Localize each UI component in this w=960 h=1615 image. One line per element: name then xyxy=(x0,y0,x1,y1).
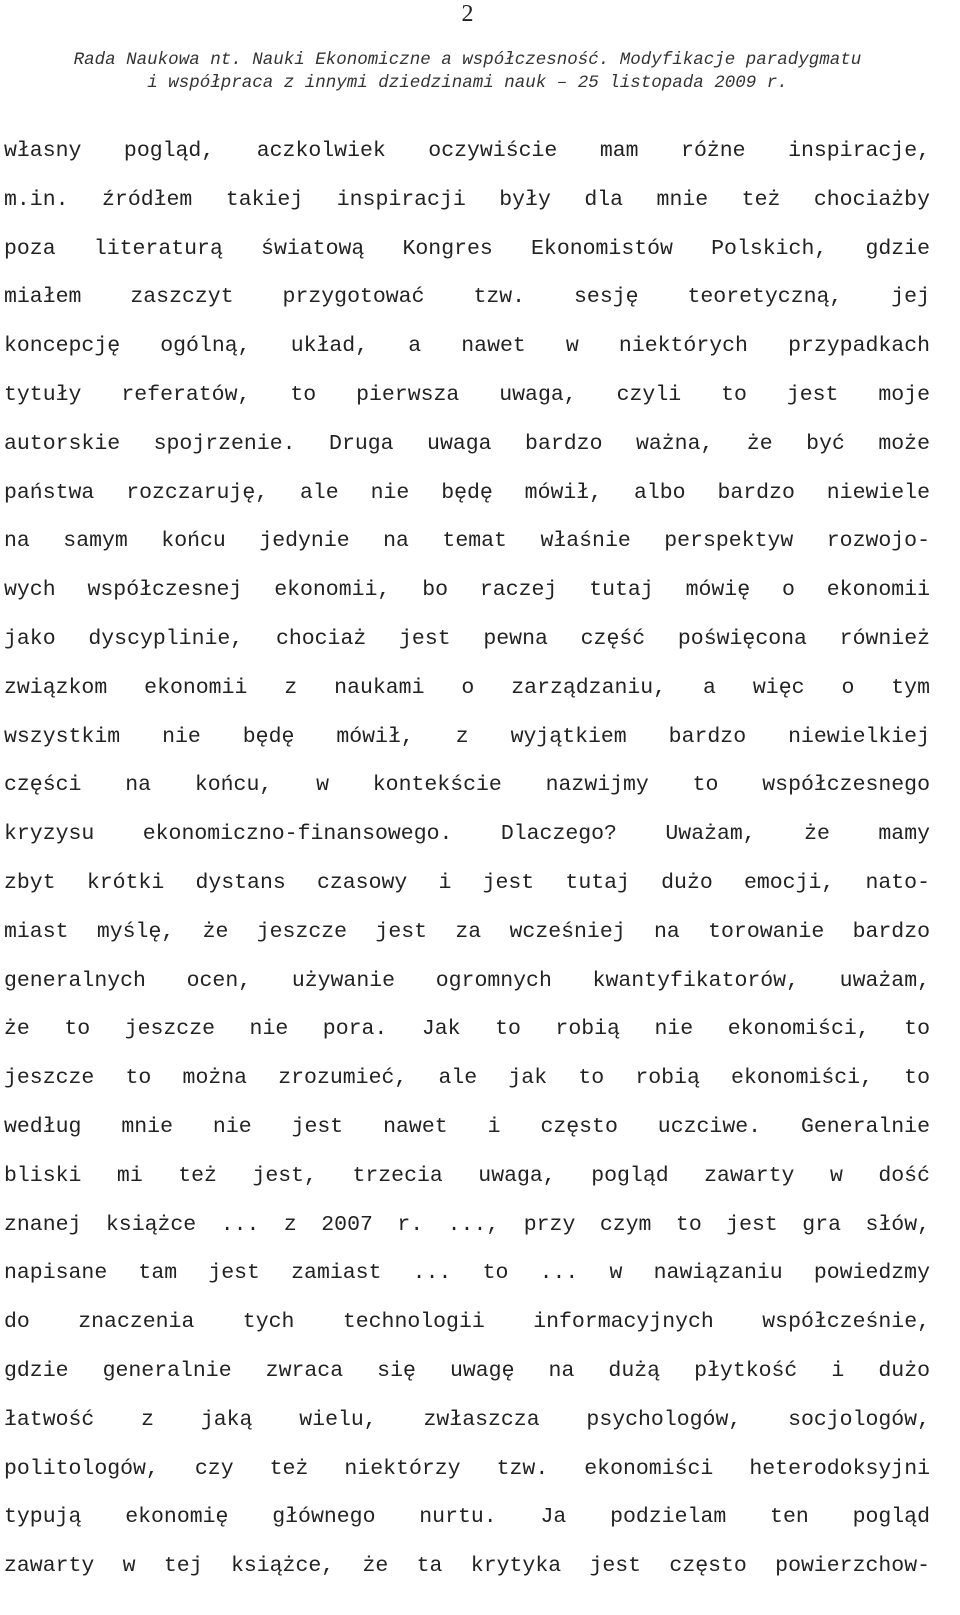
text-line: gdzie generalnie zwraca się uwagę na dużą płytkość i dużo xyxy=(4,1358,930,1383)
text-line: jako dyscyplinie, chociaż jest pewna część poświęcona również xyxy=(4,626,930,651)
text-line: tytuły referatów, to pierwsza uwaga, czyli to jest moje xyxy=(4,382,930,407)
text-line: do znaczenia tych technologii informacyjnych współcześnie, xyxy=(4,1310,930,1335)
text-line: związkom ekonomii z naukami o zarządzaniu, a więc o tym xyxy=(4,675,930,700)
text-line: bliski mi też jest, trzecia uwaga, pogląd zawarty w dość xyxy=(4,1163,930,1188)
text-line: znanej książce ... z 2007 r. ..., przy czym to jest gra słów, xyxy=(4,1212,930,1237)
text-line: wych współczesnej ekonomii, bo raczej tutaj mówię o ekonomii xyxy=(4,578,930,603)
text-line: na samym końcu jedynie na temat właśnie perspektyw rozwojo- xyxy=(4,529,930,554)
text-line: zawarty w tej książce, że ta krytyka jest często powierzchow- xyxy=(4,1554,930,1579)
text-line: generalnych ocen, używanie ogromnych kwantyfikatorów, uważam, xyxy=(4,968,930,993)
text-line: części na końcu, w kontekście nazwijmy to współczesnego xyxy=(4,773,930,798)
text-line: miałem zaszczyt przygotować tzw. sesję teoretyczną, jej xyxy=(4,285,930,310)
text-line: napisane tam jest zamiast ... to ... w nawiązaniu powiedzmy xyxy=(4,1261,930,1286)
text-line: poza literaturą światową Kongres Ekonomistów Polskich, gdzie xyxy=(4,236,930,261)
text-line: że to jeszcze nie pora. Jak to robią nie ekonomiści, to xyxy=(4,1017,930,1042)
text-line: koncepcję ogólną, układ, a nawet w niektórych przypadkach xyxy=(4,334,930,359)
text-line: wszystkim nie będę mówił, z wyjątkiem bardzo niewielkiej xyxy=(4,724,930,749)
running-header-line-2: i współpraca z innymi dziedzinami nauk – 25 listopada 2009 r. xyxy=(147,73,788,93)
text-line: kryzysu ekonomiczno-finansowego. Dlaczego? Uważam, że mamy xyxy=(4,822,930,847)
text-line: jeszcze to można zrozumieć, ale jak to robią ekonomiści, to xyxy=(4,1066,930,1091)
text-line: według mnie nie jest nawet i często uczciwe. Generalnie xyxy=(4,1114,930,1139)
running-header-line-1: Rada Naukowa nt. Nauki Ekonomiczne a współczesność. Modyfikacje paradygmatu xyxy=(73,50,862,70)
text-line: łatwość z jaką wielu, zwłaszcza psychologów, socjologów, xyxy=(4,1407,930,1432)
text-line: politologów, czy też niektórzy tzw. ekonomiści heterodoksyjni xyxy=(4,1456,930,1481)
body-text xyxy=(4,127,930,1591)
text-line: autorskie spojrzenie. Druga uwaga bardzo ważna, że być może xyxy=(4,431,930,456)
text-line: państwa rozczaruję, ale nie będę mówił, albo bardzo niewiele xyxy=(4,480,930,505)
page-number: 2 xyxy=(461,1,474,27)
text-line: miast myślę, że jeszcze jest za wcześniej na torowanie bardzo xyxy=(4,919,930,944)
text-line: m.in. źródłem takiej inspiracji były dla mnie też chociażby xyxy=(4,187,930,212)
text-line: zbyt krótki dystans czasowy i jest tutaj dużo emocji, nato- xyxy=(4,870,930,895)
text-line: typują ekonomię głównego nurtu. Ja podzielam ten pogląd xyxy=(4,1505,930,1530)
running-header xyxy=(0,49,935,95)
text-line: własny pogląd, aczkolwiek oczywiście mam różne inspiracje, xyxy=(4,139,930,163)
